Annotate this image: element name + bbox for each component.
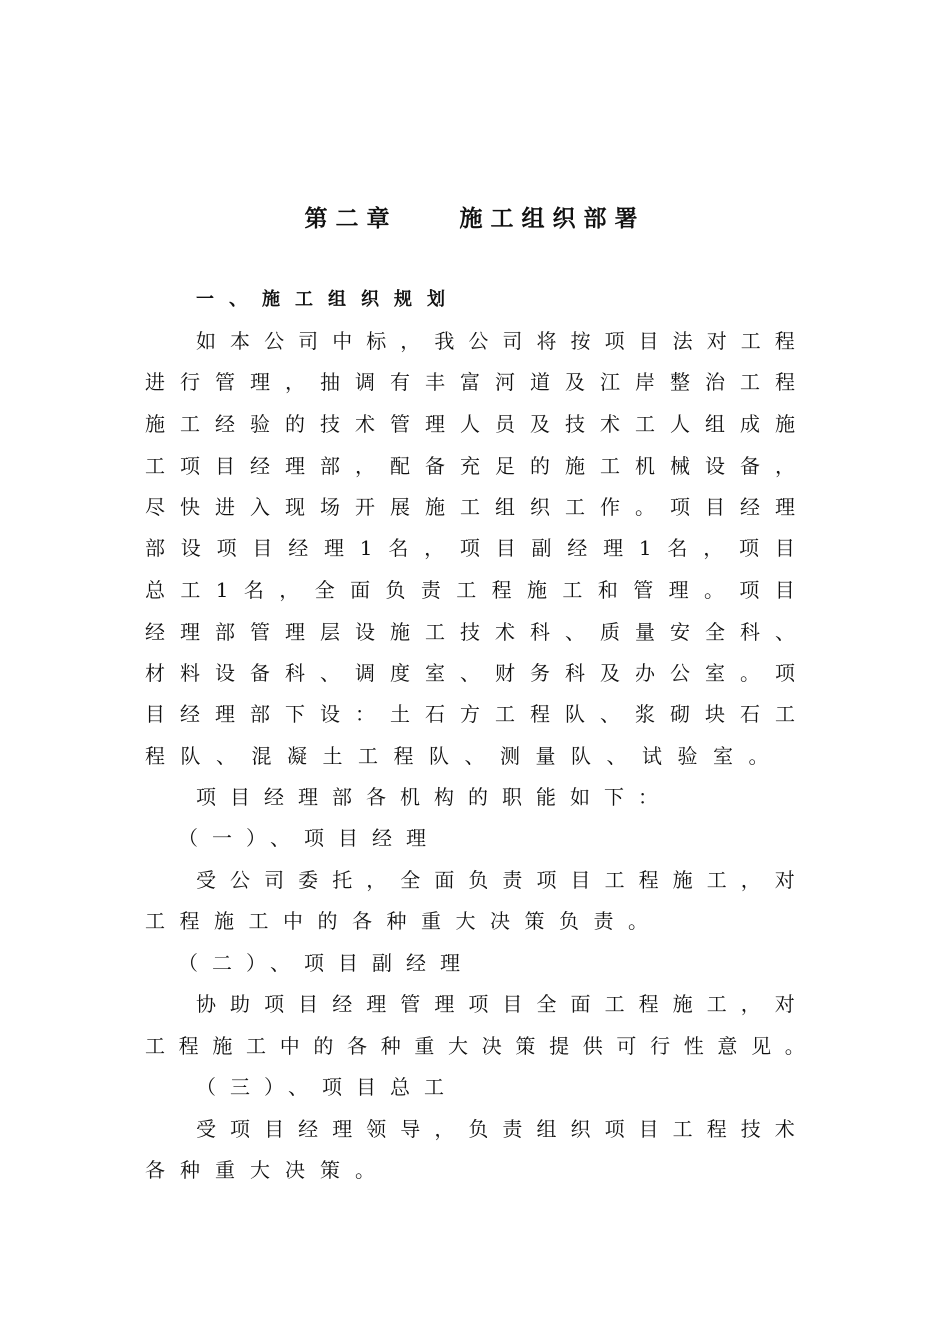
glyph: 助 <box>230 992 251 1016</box>
paragraph-line <box>145 409 795 439</box>
glyph: 程 <box>178 1034 199 1058</box>
glyph: 经 <box>332 992 353 1016</box>
glyph: 导 <box>400 1117 421 1141</box>
glyph: 大 <box>448 1034 469 1058</box>
glyph: 术 <box>355 412 375 436</box>
glyph: 托 <box>332 868 353 892</box>
glyph: 项 <box>536 868 557 892</box>
glyph: 经 <box>740 495 760 519</box>
glyph: 名 <box>388 536 409 560</box>
glyph: 石 <box>425 702 445 726</box>
glyph: 对 <box>774 992 795 1016</box>
paragraph-line <box>145 658 795 688</box>
glyph: 江 <box>600 370 620 394</box>
glyph: 科 <box>740 620 760 644</box>
glyph: 技 <box>565 412 585 436</box>
glyph: 。 <box>740 661 760 685</box>
glyph: 理 <box>668 578 689 602</box>
glyph: 工 <box>562 578 583 602</box>
glyph: ， <box>366 868 387 892</box>
glyph: 理 <box>332 1117 353 1141</box>
glyph: 面 <box>434 868 455 892</box>
glyph: 施 <box>672 992 693 1016</box>
glyph: 块 <box>705 702 725 726</box>
glyph: 1 <box>359 536 373 560</box>
glyph: 标 <box>366 329 387 353</box>
glyph: 工 <box>604 992 625 1016</box>
glyph: 调 <box>355 661 375 685</box>
glyph: 项 <box>604 329 625 353</box>
glyph: 施 <box>390 620 410 644</box>
glyph: 工 <box>600 454 620 478</box>
glyph: 全 <box>400 868 421 892</box>
glyph: 工 <box>180 412 200 436</box>
glyph: 进 <box>145 370 165 394</box>
glyph: 材 <box>145 661 165 685</box>
glyph: 、 <box>320 661 340 685</box>
chapter-name: 施工组织部署 <box>459 206 646 232</box>
glyph: 项 <box>468 992 489 1016</box>
glyph: 理 <box>434 992 455 1016</box>
glyph: 理 <box>215 702 235 726</box>
glyph: 性 <box>683 1034 704 1058</box>
glyph: 作 <box>600 495 620 519</box>
glyph: 理 <box>285 620 305 644</box>
glyph: 名 <box>667 536 688 560</box>
glyph: 工 <box>775 702 795 726</box>
glyph: ， <box>740 992 761 1016</box>
glyph: 经 <box>180 702 200 726</box>
glyph: 提 <box>549 1034 570 1058</box>
glyph: 充 <box>460 454 480 478</box>
glyph: 责 <box>502 1117 523 1141</box>
glyph: 施 <box>775 412 795 436</box>
glyph: ， <box>703 536 724 560</box>
glyph: 进 <box>215 495 235 519</box>
glyph: 员 <box>495 412 515 436</box>
glyph: 项 <box>230 1117 251 1141</box>
paragraph-line <box>145 699 795 729</box>
glyph: 工 <box>246 1034 267 1058</box>
glyph: 见 <box>751 1034 772 1058</box>
glyph: 司 <box>298 329 319 353</box>
glyph: 目 <box>145 702 165 726</box>
glyph: 程 <box>530 702 550 726</box>
glyph: 组 <box>495 495 515 519</box>
glyph: 队 <box>565 702 585 726</box>
glyph: 程 <box>638 992 659 1016</box>
glyph: 供 <box>582 1034 603 1058</box>
glyph: 术 <box>600 412 620 436</box>
glyph: 中 <box>332 329 353 353</box>
glyph: 公 <box>468 329 489 353</box>
glyph: 部 <box>215 620 235 644</box>
glyph: 程 <box>638 868 659 892</box>
glyph: 足 <box>495 454 515 478</box>
glyph: 工 <box>706 868 727 892</box>
glyph: 总 <box>145 578 165 602</box>
glyph: ： <box>355 702 375 726</box>
glyph: 方 <box>460 702 480 726</box>
glyph: 项 <box>459 536 480 560</box>
glyph: 施 <box>425 495 445 519</box>
glyph: 施 <box>212 1034 233 1058</box>
glyph: 部 <box>250 702 270 726</box>
glyph: 工 <box>145 454 165 478</box>
glyph: 。 <box>703 578 724 602</box>
glyph: 岸 <box>635 370 655 394</box>
glyph: 受 <box>196 1117 216 1141</box>
glyph: 如 <box>196 329 216 353</box>
glyph: 入 <box>250 495 270 519</box>
glyph: 的 <box>313 1034 334 1058</box>
glyph: 土 <box>390 702 410 726</box>
glyph: 目 <box>570 868 591 892</box>
glyph: 项 <box>604 1117 625 1141</box>
glyph: 及 <box>530 412 550 436</box>
glyph: 经 <box>298 1117 319 1141</box>
glyph: 经 <box>145 620 165 644</box>
glyph: 。 <box>784 1034 805 1058</box>
glyph: 本 <box>230 329 251 353</box>
glyph: 委 <box>298 868 319 892</box>
paragraph-line <box>145 492 795 522</box>
glyph: 财 <box>495 661 515 685</box>
glyph: 人 <box>460 412 480 436</box>
glyph: 公 <box>230 868 251 892</box>
glyph: 管 <box>250 620 270 644</box>
glyph: 程 <box>775 370 795 394</box>
glyph: 责 <box>420 578 441 602</box>
glyph: 机 <box>635 454 655 478</box>
glyph: 目 <box>298 992 319 1016</box>
glyph: 负 <box>468 1117 489 1141</box>
glyph: 设 <box>705 454 725 478</box>
glyph: 目 <box>264 1117 285 1141</box>
glyph: 技 <box>460 620 480 644</box>
glyph: 项 <box>180 454 200 478</box>
glyph: 管 <box>390 412 410 436</box>
glyph: 施 <box>565 454 585 478</box>
glyph: 理 <box>425 412 445 436</box>
glyph: 备 <box>425 454 445 478</box>
glyph: 、 <box>460 661 480 685</box>
glyph: 验 <box>250 412 270 436</box>
role-line <box>196 1114 795 1144</box>
glyph: ， <box>775 454 795 478</box>
glyph: 质 <box>600 620 620 644</box>
glyph: 项 <box>264 992 285 1016</box>
glyph: 意 <box>717 1034 738 1058</box>
glyph: 经 <box>215 412 235 436</box>
glyph: ， <box>285 370 305 394</box>
glyph: 管 <box>215 370 235 394</box>
glyph: 领 <box>366 1117 387 1141</box>
glyph: 种 <box>380 1034 401 1058</box>
glyph: 司 <box>502 329 523 353</box>
glyph: 目 <box>638 1117 659 1141</box>
glyph: 械 <box>670 454 690 478</box>
glyph: 工 <box>706 992 727 1016</box>
glyph: 度 <box>390 661 410 685</box>
glyph: 丰 <box>425 370 445 394</box>
paragraph-line <box>145 451 795 481</box>
glyph: 施 <box>527 578 548 602</box>
glyph: 名 <box>243 578 264 602</box>
glyph: 1 <box>638 536 652 560</box>
glyph: 和 <box>597 578 618 602</box>
glyph: 室 <box>425 661 445 685</box>
glyph: 调 <box>355 370 375 394</box>
paragraph-line <box>145 575 795 605</box>
glyph: 项 <box>739 578 760 602</box>
glyph: 面 <box>350 578 371 602</box>
role-line <box>145 1031 805 1061</box>
glyph: 、 <box>565 620 585 644</box>
glyph: 尽 <box>145 495 165 519</box>
glyph: 备 <box>740 454 760 478</box>
glyph: 设 <box>320 702 340 726</box>
glyph: 及 <box>600 661 620 685</box>
glyph: 展 <box>390 495 410 519</box>
glyph: 施 <box>672 868 693 892</box>
glyph: 理 <box>180 620 200 644</box>
glyph: 经 <box>250 454 270 478</box>
glyph: 经 <box>567 536 588 560</box>
glyph: 及 <box>565 370 585 394</box>
glyph: 量 <box>635 620 655 644</box>
glyph: 、 <box>600 702 620 726</box>
glyph: 按 <box>570 329 591 353</box>
glyph: 织 <box>530 495 550 519</box>
glyph: 项 <box>739 536 760 560</box>
glyph: 全 <box>314 578 335 602</box>
glyph: ， <box>279 578 300 602</box>
glyph: 整 <box>670 370 690 394</box>
glyph: 可 <box>616 1034 637 1058</box>
glyph: 理 <box>323 536 344 560</box>
glyph: 目 <box>215 454 235 478</box>
glyph: 理 <box>250 370 270 394</box>
glyph: 办 <box>635 661 655 685</box>
glyph: 技 <box>740 1117 761 1141</box>
glyph: 施 <box>145 412 165 436</box>
glyph: ， <box>424 536 445 560</box>
glyph: 技 <box>320 412 340 436</box>
glyph: 工 <box>672 1117 693 1141</box>
glyph: 下 <box>285 702 305 726</box>
glyph: 设 <box>180 536 201 560</box>
role-line: 工程施工中的各种重大决策负责。 <box>145 909 663 933</box>
glyph: 治 <box>705 370 725 394</box>
glyph: 抽 <box>320 370 340 394</box>
paragraph-line: 程队、混凝土工程队、测量队、试验室。 <box>145 744 784 768</box>
glyph: 对 <box>706 329 727 353</box>
glyph: 理 <box>366 992 387 1016</box>
role-line <box>196 989 795 1019</box>
glyph: 公 <box>264 329 285 353</box>
glyph: 室 <box>705 661 725 685</box>
glyph: 理 <box>285 454 305 478</box>
glyph: 部 <box>320 454 340 478</box>
glyph: 面 <box>570 992 591 1016</box>
glyph: 决 <box>481 1034 502 1058</box>
glyph: 组 <box>536 1117 557 1141</box>
glyph: 设 <box>355 620 375 644</box>
glyph: 目 <box>495 536 516 560</box>
role-heading: （一）、项目经理 <box>178 826 440 850</box>
glyph: 现 <box>285 495 305 519</box>
paragraph-line <box>145 617 795 647</box>
glyph: 道 <box>530 370 550 394</box>
role-heading: （二）、项目副经理 <box>178 951 474 975</box>
chapter-number: 第二章 <box>304 206 398 232</box>
glyph: 重 <box>414 1034 435 1058</box>
glyph: 配 <box>390 454 410 478</box>
glyph: ， <box>434 1117 455 1141</box>
glyph: 受 <box>196 868 216 892</box>
glyph: 程 <box>491 578 512 602</box>
glyph: 、 <box>775 620 795 644</box>
glyph: 司 <box>264 868 285 892</box>
glyph: 责 <box>502 868 523 892</box>
glyph: 目 <box>774 578 795 602</box>
glyph: 工 <box>456 578 477 602</box>
glyph: 富 <box>460 370 480 394</box>
glyph: 目 <box>502 992 523 1016</box>
glyph: 部 <box>145 536 165 560</box>
glyph: 工 <box>635 412 655 436</box>
glyph: 工 <box>425 620 445 644</box>
glyph: 经 <box>288 536 309 560</box>
glyph: 开 <box>355 495 375 519</box>
glyph: 务 <box>530 661 550 685</box>
glyph: 安 <box>670 620 690 644</box>
glyph: 工 <box>604 868 625 892</box>
glyph: 管 <box>400 992 421 1016</box>
glyph: 行 <box>650 1034 671 1058</box>
glyph: 工 <box>495 702 515 726</box>
glyph: 术 <box>774 1117 795 1141</box>
glyph: 将 <box>536 329 557 353</box>
glyph: 砌 <box>670 702 690 726</box>
glyph: 工 <box>145 1034 165 1058</box>
glyph: 备 <box>250 661 270 685</box>
glyph: 石 <box>740 702 760 726</box>
glyph: 层 <box>320 620 340 644</box>
glyph: 的 <box>530 454 550 478</box>
glyph: 管 <box>633 578 654 602</box>
glyph: 中 <box>279 1034 300 1058</box>
section-heading: 一、施工组织规划 <box>196 289 460 310</box>
glyph: 负 <box>385 578 406 602</box>
role-line <box>196 865 795 895</box>
glyph: 项 <box>670 495 690 519</box>
glyph: 策 <box>515 1034 536 1058</box>
glyph: 工 <box>740 329 761 353</box>
glyph: ， <box>355 454 375 478</box>
glyph: 科 <box>565 661 585 685</box>
glyph: 工 <box>740 370 760 394</box>
chapter-title <box>0 202 950 236</box>
glyph: 程 <box>706 1117 727 1141</box>
glyph: 人 <box>670 412 690 436</box>
glyph: 协 <box>196 992 216 1016</box>
glyph: 法 <box>672 329 693 353</box>
glyph: 工 <box>460 495 480 519</box>
glyph: 场 <box>320 495 340 519</box>
glyph: 目 <box>638 329 659 353</box>
glyph: 目 <box>705 495 725 519</box>
glyph: 组 <box>705 412 725 436</box>
glyph: 河 <box>495 370 515 394</box>
glyph: 科 <box>285 661 305 685</box>
glyph: 的 <box>285 412 305 436</box>
glyph: 副 <box>531 536 552 560</box>
glyph: 有 <box>390 370 410 394</box>
glyph: 。 <box>635 495 655 519</box>
glyph: 全 <box>536 992 557 1016</box>
glyph: 行 <box>180 370 200 394</box>
glyph: 织 <box>570 1117 591 1141</box>
glyph: 浆 <box>635 702 655 726</box>
glyph: 项 <box>216 536 237 560</box>
glyph: 各 <box>347 1034 368 1058</box>
glyph: 设 <box>215 661 235 685</box>
glyph: 负 <box>468 868 489 892</box>
glyph: 工 <box>565 495 585 519</box>
glyph: 成 <box>740 412 760 436</box>
glyph: 科 <box>530 620 550 644</box>
intro-line: 项目经理部各机构的职能如下： <box>196 785 672 809</box>
glyph: 1 <box>215 578 229 602</box>
glyph: 理 <box>775 495 795 519</box>
glyph: 术 <box>495 620 515 644</box>
paragraph-line <box>196 326 795 356</box>
glyph: ， <box>740 868 761 892</box>
paragraph-line <box>145 367 795 397</box>
glyph: 程 <box>774 329 795 353</box>
role-heading: （三）、项目总工 <box>196 1075 458 1099</box>
glyph: 公 <box>670 661 690 685</box>
glyph: 全 <box>705 620 725 644</box>
glyph: 项 <box>775 661 795 685</box>
glyph: 工 <box>180 578 201 602</box>
glyph: 我 <box>434 329 455 353</box>
glyph: 对 <box>774 868 795 892</box>
glyph: ， <box>400 329 421 353</box>
glyph: 目 <box>252 536 273 560</box>
paragraph-line <box>145 533 795 563</box>
role-line: 各种重大决策。 <box>145 1158 390 1182</box>
glyph: 料 <box>180 661 200 685</box>
glyph: 快 <box>180 495 200 519</box>
glyph: 目 <box>774 536 795 560</box>
glyph: 理 <box>603 536 624 560</box>
